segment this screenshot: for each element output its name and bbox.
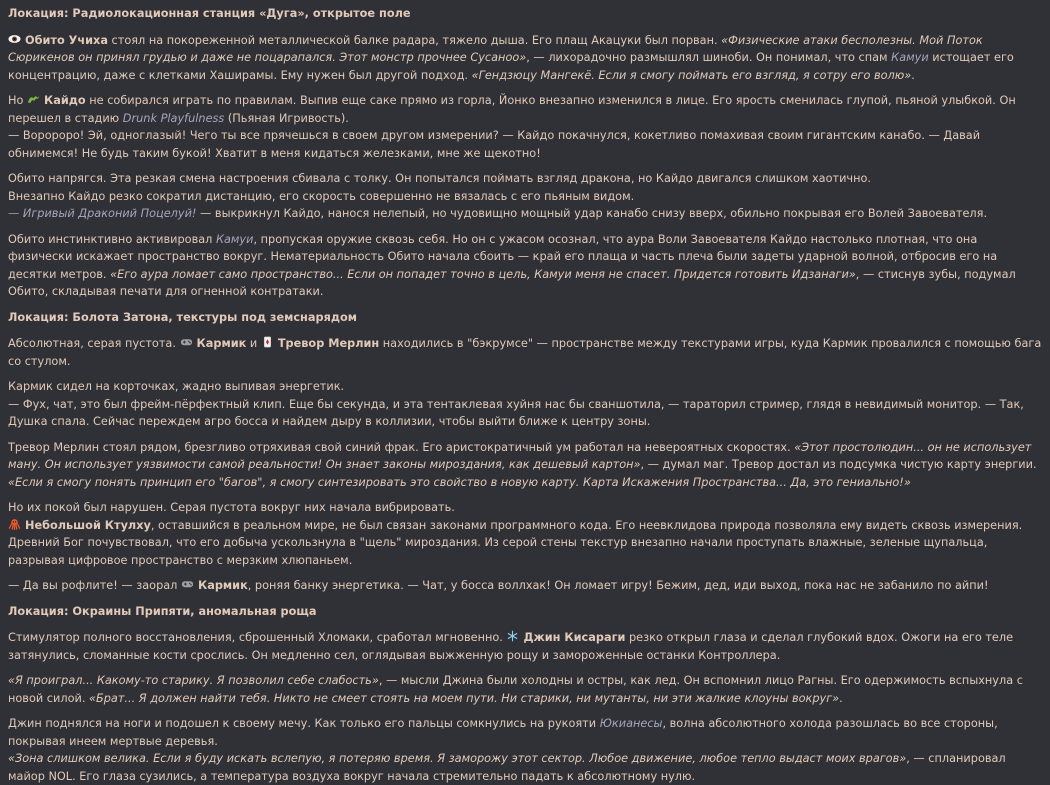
paragraph: Кармик сидел на корточках, жадно выпивая энергетик. — Фух, чат, это был фрейм-пёрфектный клип. Еще бы секунда, и эта тентаклевая хуйня нас бы сваншотила, — тараторил стример, глядя в невидимый монитор. — Так, Душка спала. Сейчас переждем агро босса и найдем дыру в коллизии, чтобы выйти ближе к центру зоны. [8,380,1024,428]
character-name: Обито Учиха [25,33,108,47]
gamepad-icon [181,578,194,590]
paragraph: «Я проиграл... Какому-то старику. Я позволил себе слабость», — мысли Джина были холодны и остры, как лед. Он вспомнил лицо Рагны. Его одержимость вспыхнула с новой силой. «Брат... Я должен найти тебя. Никто не смеет стоять на моем пути. Ни старики, ни мутанты, ни эти жалкие клоуны вокруг». [8,674,1023,705]
paragraph: Но Кайдо не собирался играть по правилам. Выпив еще саке прямо из горла, Йонко внезапно изменился в лице. Его ярость сменилась глупой, пьяной улыбкой. Он перешел в стадию Drunk Playfulness (Пьяная Игривость). — Воророрo! Эй, одноглазый! Чего ты все прячешься в своем другом измерении? — Кайдо покачнулся, кокетливо помахивая своим гигантским канабо. — Давай обнимемся! Не будь таким букой! Хватит в меня кидаться железками, мне же щекотно! [8,94,1016,160]
location-heading: Локация: Болота Затона, текстуры под земснарядом [8,310,357,324]
paragraph: — Да вы рофлите! — заорал Кармик, роняя банку энергетика. — Чат, у босса воллхак! Он ломает игру! Бежим, дед, иди выход, пока нас не забанило по айпи! [8,579,989,592]
squid-icon [8,518,21,530]
character-name: Тревор Мерлин [277,337,380,350]
location-heading: Локация: Окраины Припяти, аномальная роща [8,604,317,618]
snowflake-icon [506,630,519,642]
character-name: Кармик [196,337,247,350]
eye-icon [8,33,21,45]
paragraph: Обито напрягся. Эта резкая смена настроения сбивала с толку. Он попытался поймать взгляд дракона, но Кайдо двигался слишком хаотично. Внезапно Кайдо резко сократил дистанцию, его скорость совершенно не вязалась с его пьяным видом. — Игривый Драконий Поцелуй! — выкрикнул Кайдо, нанося нелепый, но чудовищно мощный удар канабо снизу вверх, обильно покрывая его Волей Завоевателя. [8,172,988,220]
paragraph: Обито Учиха стоял на покореженной металлической балке радара, тяжело дыша. Его плащ Акацуки был порван. «Физические атаки бесполезны. Мой Поток Сюрикенов он принял грудью и даже не поцарапался. Этот монстр прочнее Сусаноо», — лихорадочно размышлял шиноби. Он понимал, что спам Камуи истощает его концентрацию, даже с клетками Хаширамы. Ему нужен был другой подход. «Гендзюцу Мангекё. Если я смогу поймать его взгляд, я сотру его волю». [8,33,1014,82]
character-name: Небольшой Ктулху [25,518,151,532]
character-name: Кайдо [44,94,86,107]
paragraph: Стимулятор полного восстановления, сброшенный Хломаки, сработал мгновенно. Джин Кисараги резко открыл глаза и сделал глубокий вдох. Ожоги на его теле затянулись, сломанные кости срослись. Он медленно сел, оглядывая выжженную рощу и замороженные останки Контроллера. [8,631,1014,662]
dragon-icon [27,93,40,105]
location-heading: Локация: Радиолокационная станция «Дуга», открытое поле [8,7,411,20]
paragraph: Абсолютная, серая пустота. Кармик и Тревор Мерлин находились в "бэкрумсе" — пространстве между текстурами игры, куда Кармик провалился с помощью бага со стулом. [8,337,1042,368]
paragraph: Тревор Мерлин стоял рядом, брезгливо отряхивая свой синий фрак. Его аристократичный ум работал на невероятных скоростях. «Этот простолюдин... он не использует ману. Он использует уязвимости самой реальности! Он знает законы мироздания, как дешевый картон», — думал маг. Тревор достал из подсумка чистую карту энергии. «Если я смогу понять принцип его "багов", я смогу синтезировать это свойство в новую карту. Карта Искажения Пространства... Да, это гениально!» [8,440,1037,489]
character-name: Джин Кисараги [523,631,626,644]
paragraph: Но их покой был нарушен. Серая пустота вокруг них начала вибрировать. Небольшой Ктулху, оставшийся в реальном мире, не был связан законами программного кода. Его неевклидова природа позволяла ему видеть сквозь измерения. Древний Бог почувствовал, что его добыча ускользнула в "щель" мироздания. Из серой стены текстур внезапно начали проступать влажные, зеленые щупальца, разрывая цифровое пространство с мерзким хлюпаньем. [8,501,1023,567]
character-name: Кармик [197,579,248,592]
paragraph: Джин поднялся на ноги и подошел к своему мечу. Как только его пальцы сомкнулись на рукояти Юкианесы, волна абсолютного холода разошлась во все стороны, покрывая инеем мертвые деревья. «Зона слишком велика. Если я буду искать вслепую, я потеряю время. Я заморожу этот сектор. Любое движение, любое тепло выдаст моих врагов», — спланировал майор NOL. Его глаза сузились, а температура воздуха вокруг начала стремительно падать к абсолютному нулю. [8,717,1006,783]
card-icon [261,336,274,348]
gamepad-icon [180,336,193,348]
paragraph: Обито инстинктивно активировал Камуи, пропуская оружие сквозь себя. Но он с ужасом осознал, что аура Воли Завоевателя Кайдо настолько плотная, что она физически искажает пространство вокруг. Нематериальность Обито начала сбоить — край его плаща и часть плеча были задеты ударной волной, отбросив его на десятки метров. «Его аура ломает само пространство... Если он попадет точно в цель, Камуи меня не спасет. Придется готовить Идзанаги», — стиснув зубы, подумал Обито, складывая печати для огненной контратаки. [8,232,1016,298]
